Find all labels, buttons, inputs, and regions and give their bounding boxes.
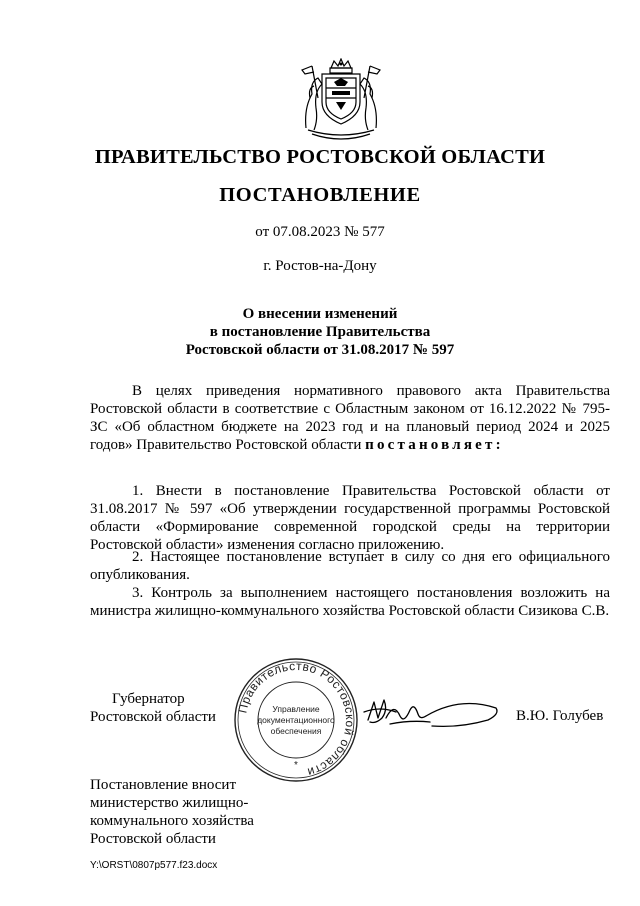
preamble-text: В целях приведения нормативного правового акта Правительства Ростовской области в соответствие с Областным законом от 16.12.2022 № 795-ЗС «Об областном бюджете на 2023 год и на плановый период 2024 и 2025 годов» Правительство Ростовской области xyxy=(90,383,610,453)
official-seal-icon xyxy=(232,656,360,784)
file-path: Y:\ORST\0807p577.f23.docx xyxy=(90,860,218,871)
signatory-title-line: Губернатор xyxy=(112,691,185,707)
document-type: ПОСТАНОВЛЕНИЕ xyxy=(219,184,421,206)
note-line: министерство жилищно- xyxy=(90,795,249,811)
coat-of-arms-icon xyxy=(298,58,384,140)
note-line: Ростовской области xyxy=(90,831,216,847)
seal-inner-line: Управление xyxy=(272,704,320,714)
document-subject xyxy=(0,305,640,359)
item-1-paragraph: 1. Внести в постановление Правительства Ростовской области от 31.08.2017 № 597 «Об утверждении государственной программы Ростовской области «Формирование современной городской среды на территории Ростовской области» изменения согласно приложению. xyxy=(90,483,610,553)
subject-line: О внесении изменений xyxy=(242,306,398,322)
subject-line: Ростовской области от 31.08.2017 № 597 xyxy=(185,342,455,358)
note-line: Постановление вносит xyxy=(90,777,237,793)
subject-line: в постановление Правительства xyxy=(209,324,431,340)
item-2-paragraph: 2. Настоящее постановление вступает в силу со дня его официального опубликования. xyxy=(90,549,610,583)
signatory-title xyxy=(90,690,216,726)
signatory-name: В.Ю. Голубев xyxy=(516,708,604,724)
document-city: г. Ростов-на-Дону xyxy=(263,258,377,274)
svg-text:*: * xyxy=(294,760,298,771)
submission-note xyxy=(90,776,254,848)
signatory-title-line: Ростовской области xyxy=(90,709,216,725)
note-line: коммунального хозяйства xyxy=(90,813,254,829)
seal-inner-line: обеспечения xyxy=(270,726,322,736)
document-date-number: от 07.08.2023 № 577 xyxy=(255,224,385,240)
seal-inner-line: документационного xyxy=(257,715,335,725)
handwritten-signature-icon xyxy=(360,688,502,734)
preamble-paragraph xyxy=(90,382,610,454)
government-name: ПРАВИТЕЛЬСТВО РОСТОВСКОЙ ОБЛАСТИ xyxy=(94,146,546,168)
seal-ring-text: Правительство Ростовской области xyxy=(235,658,358,780)
item-3-paragraph: 3. Контроль за выполнением настоящего постановления возложить на министра жилищно-коммунального хозяйства Ростовской области Сизикова С.В. xyxy=(90,585,610,619)
decree-word: постановляет: xyxy=(365,437,504,453)
